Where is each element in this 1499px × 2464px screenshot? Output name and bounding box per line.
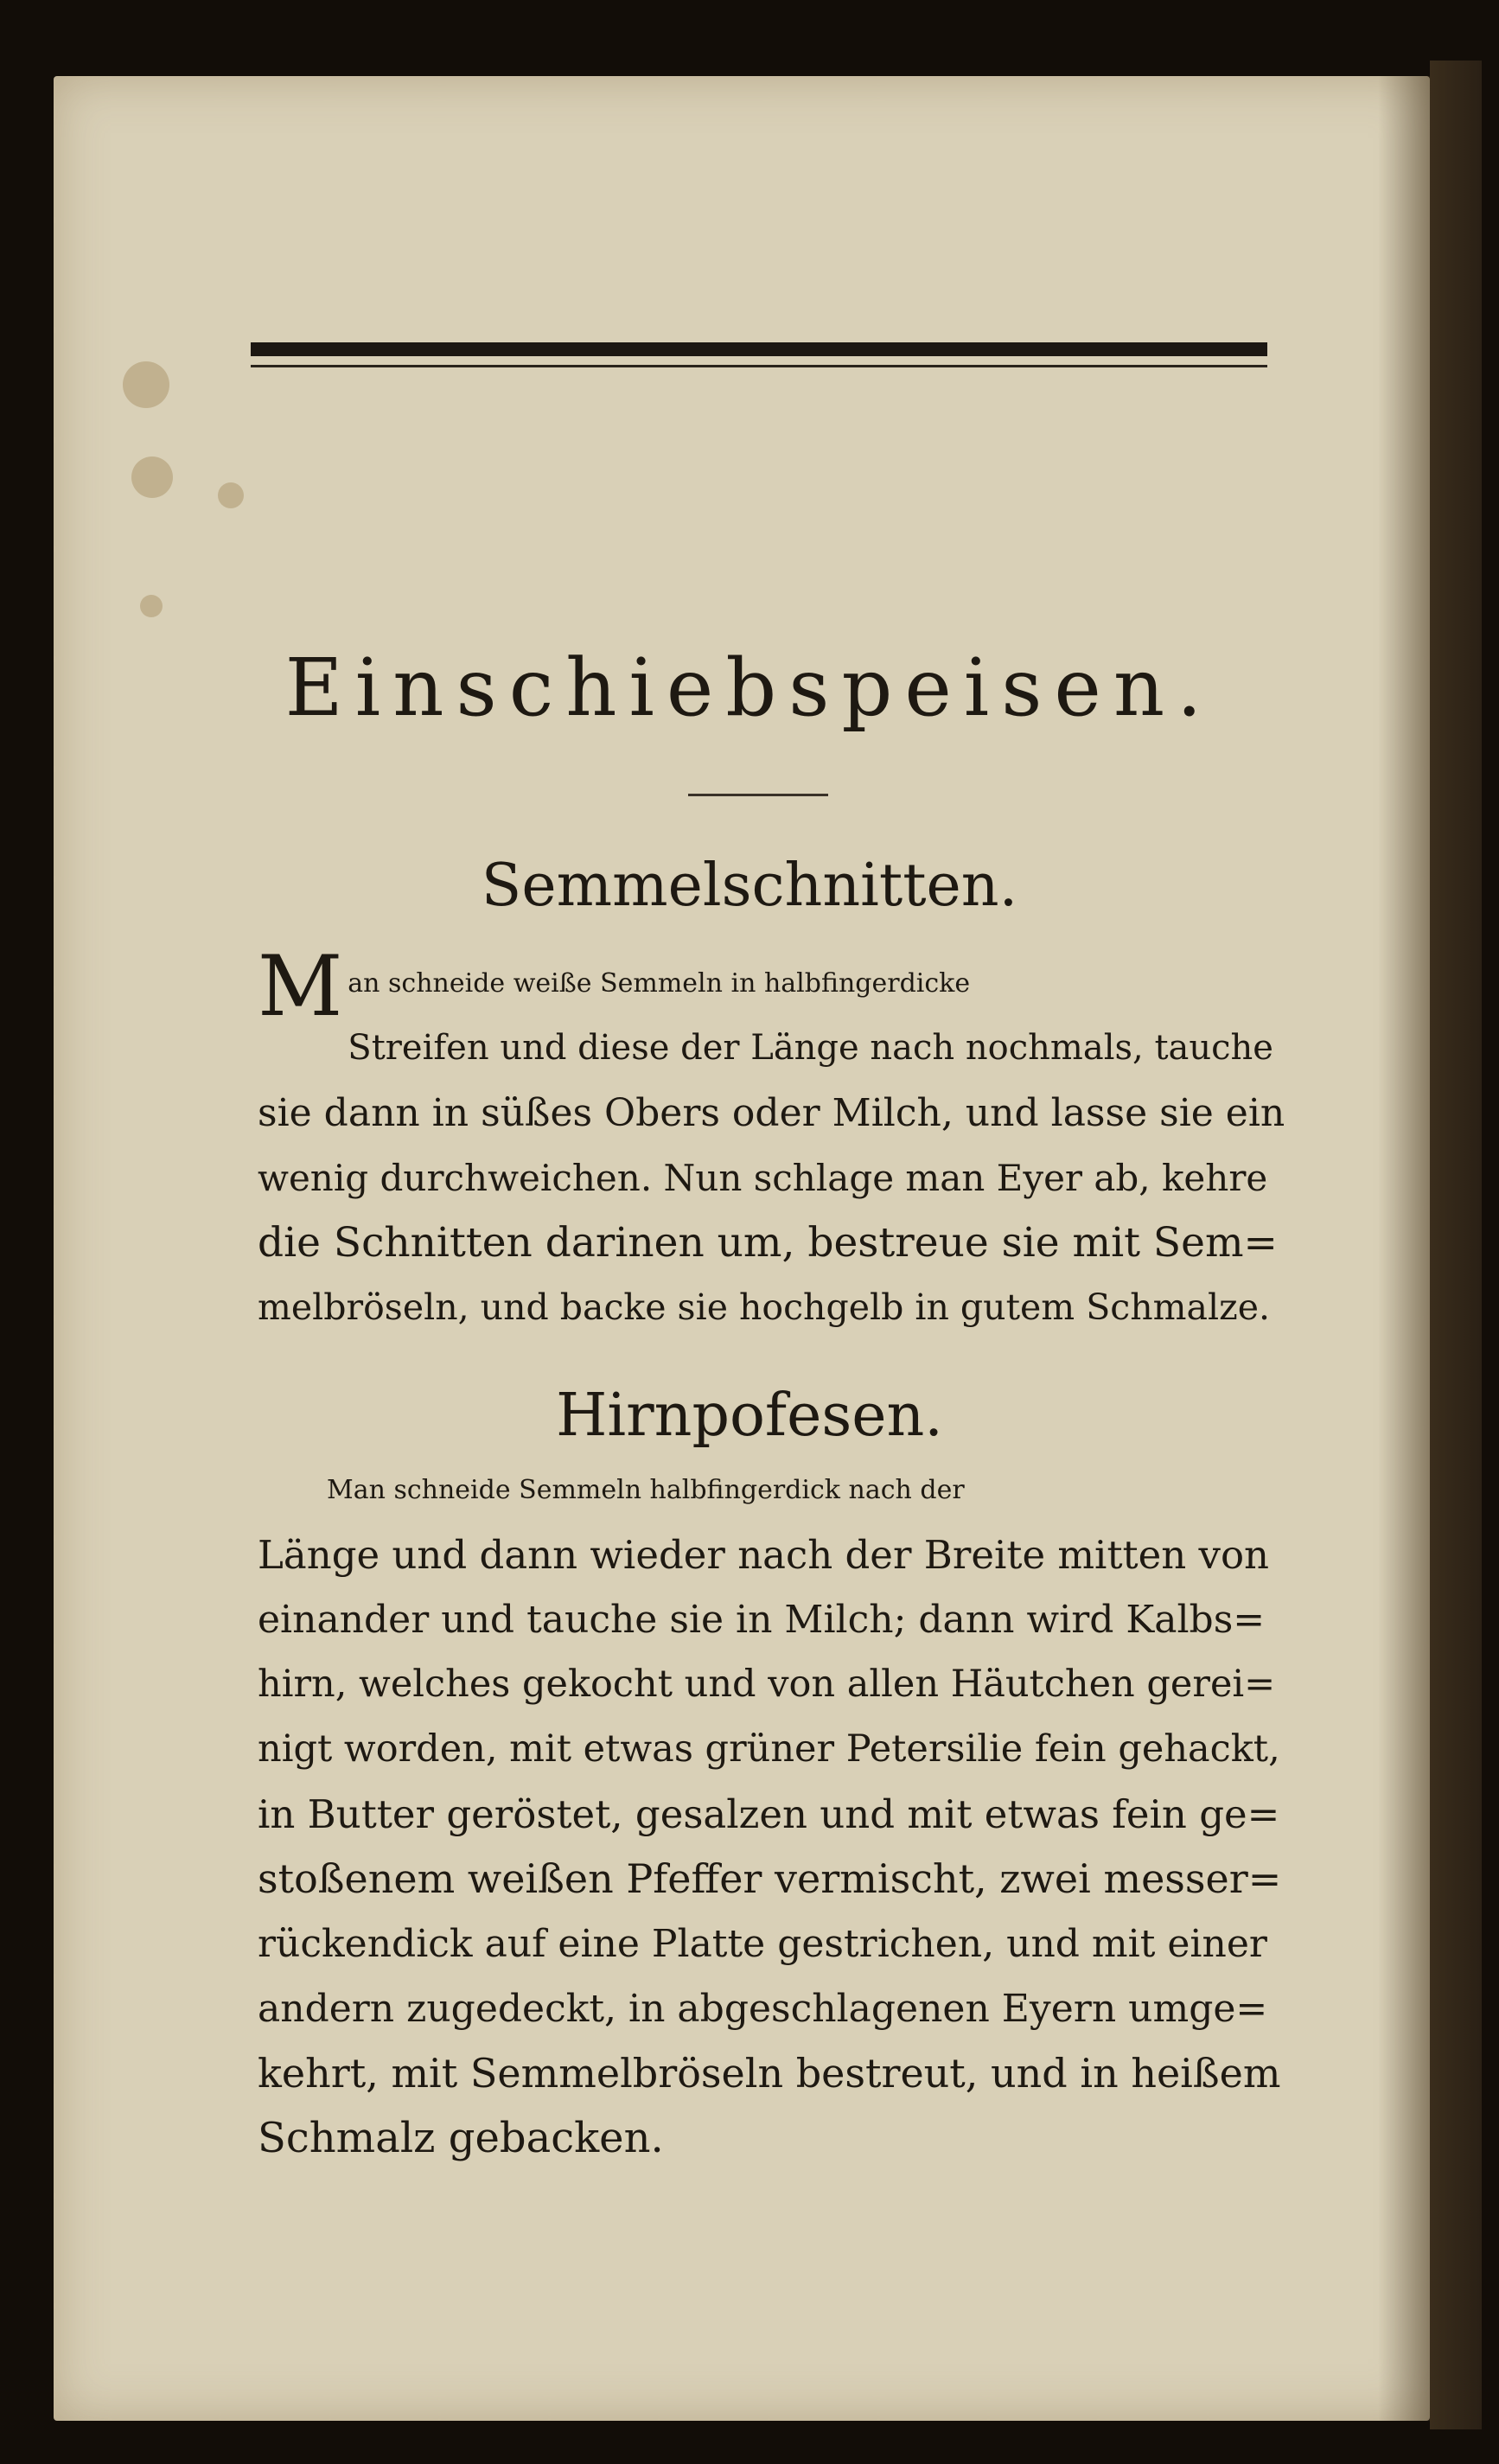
facing-page-edge: [1430, 61, 1482, 2429]
text-line: rückendick auf eine Platte gestrichen, und mit einer: [258, 1922, 1267, 1966]
section-body-semmelschnitten: [258, 938, 1286, 1340]
text-line: einander und tauche sie in Milch; dann wird Kalbs=: [258, 1598, 1266, 1642]
text-line: in Butter geröstet, gesalzen und mit etwas fein ge=: [258, 1791, 1280, 1837]
text-line: kehrt, mit Semmelbröseln bestreut, und in heißem: [258, 2050, 1281, 2097]
paper-stain: [218, 482, 244, 508]
text-line: Länge und dann wieder nach der Breite mitten von: [258, 1532, 1270, 1578]
text-line: melbröseln, und backe sie hochgelb in gutem Schmalze.: [258, 1286, 1271, 1328]
text-line: Streifen und diese der Länge nach nochmals, tauche: [348, 1028, 1273, 1068]
section-title-semmelschnitten: Semmelschnitten.: [481, 852, 1018, 920]
text-line: Schmalz gebacken.: [258, 2114, 664, 2162]
text-line: hirn, welches gekocht und von allen Häutchen gerei=: [258, 1663, 1276, 1706]
drop-cap: M: [258, 938, 343, 1035]
page-gutter-shadow: [1378, 76, 1430, 2421]
paper-stain: [123, 361, 169, 408]
header-rule-thin: [251, 365, 1267, 367]
paper-stain: [131, 456, 173, 498]
text-line: nigt worden, mit etwas grüner Petersilie fein gehackt,: [258, 1727, 1280, 1771]
paper-stain: [140, 595, 163, 617]
title-divider: [688, 794, 828, 796]
text-line: stoßenem weißen Pfeffer vermischt, zwei messer=: [258, 1855, 1282, 1902]
page-title: Einschiebspeisen.: [284, 642, 1215, 734]
text-line: andern zugedeckt, in abgeschlagenen Eyern umge=: [258, 1987, 1268, 2031]
text-line: die Schnitten darinen um, bestreue sie mit Sem=: [258, 1219, 1278, 1267]
text-line: Man schneide Semmeln halbfingerdick nach der: [327, 1475, 965, 1505]
section-body-hirnpofesen: [258, 1458, 1286, 2171]
text-line: an schneide weiße Semmeln in halbfingerdicke: [348, 968, 971, 999]
section-title-hirnpofesen: Hirnpofesen.: [556, 1382, 943, 1450]
text-line: sie dann in süßes Obers oder Milch, und lasse sie ein: [258, 1091, 1285, 1135]
header-rule-thick: [251, 342, 1267, 356]
text-line: wenig durchweichen. Nun schlage man Eyer ab, kehre: [258, 1157, 1268, 1199]
